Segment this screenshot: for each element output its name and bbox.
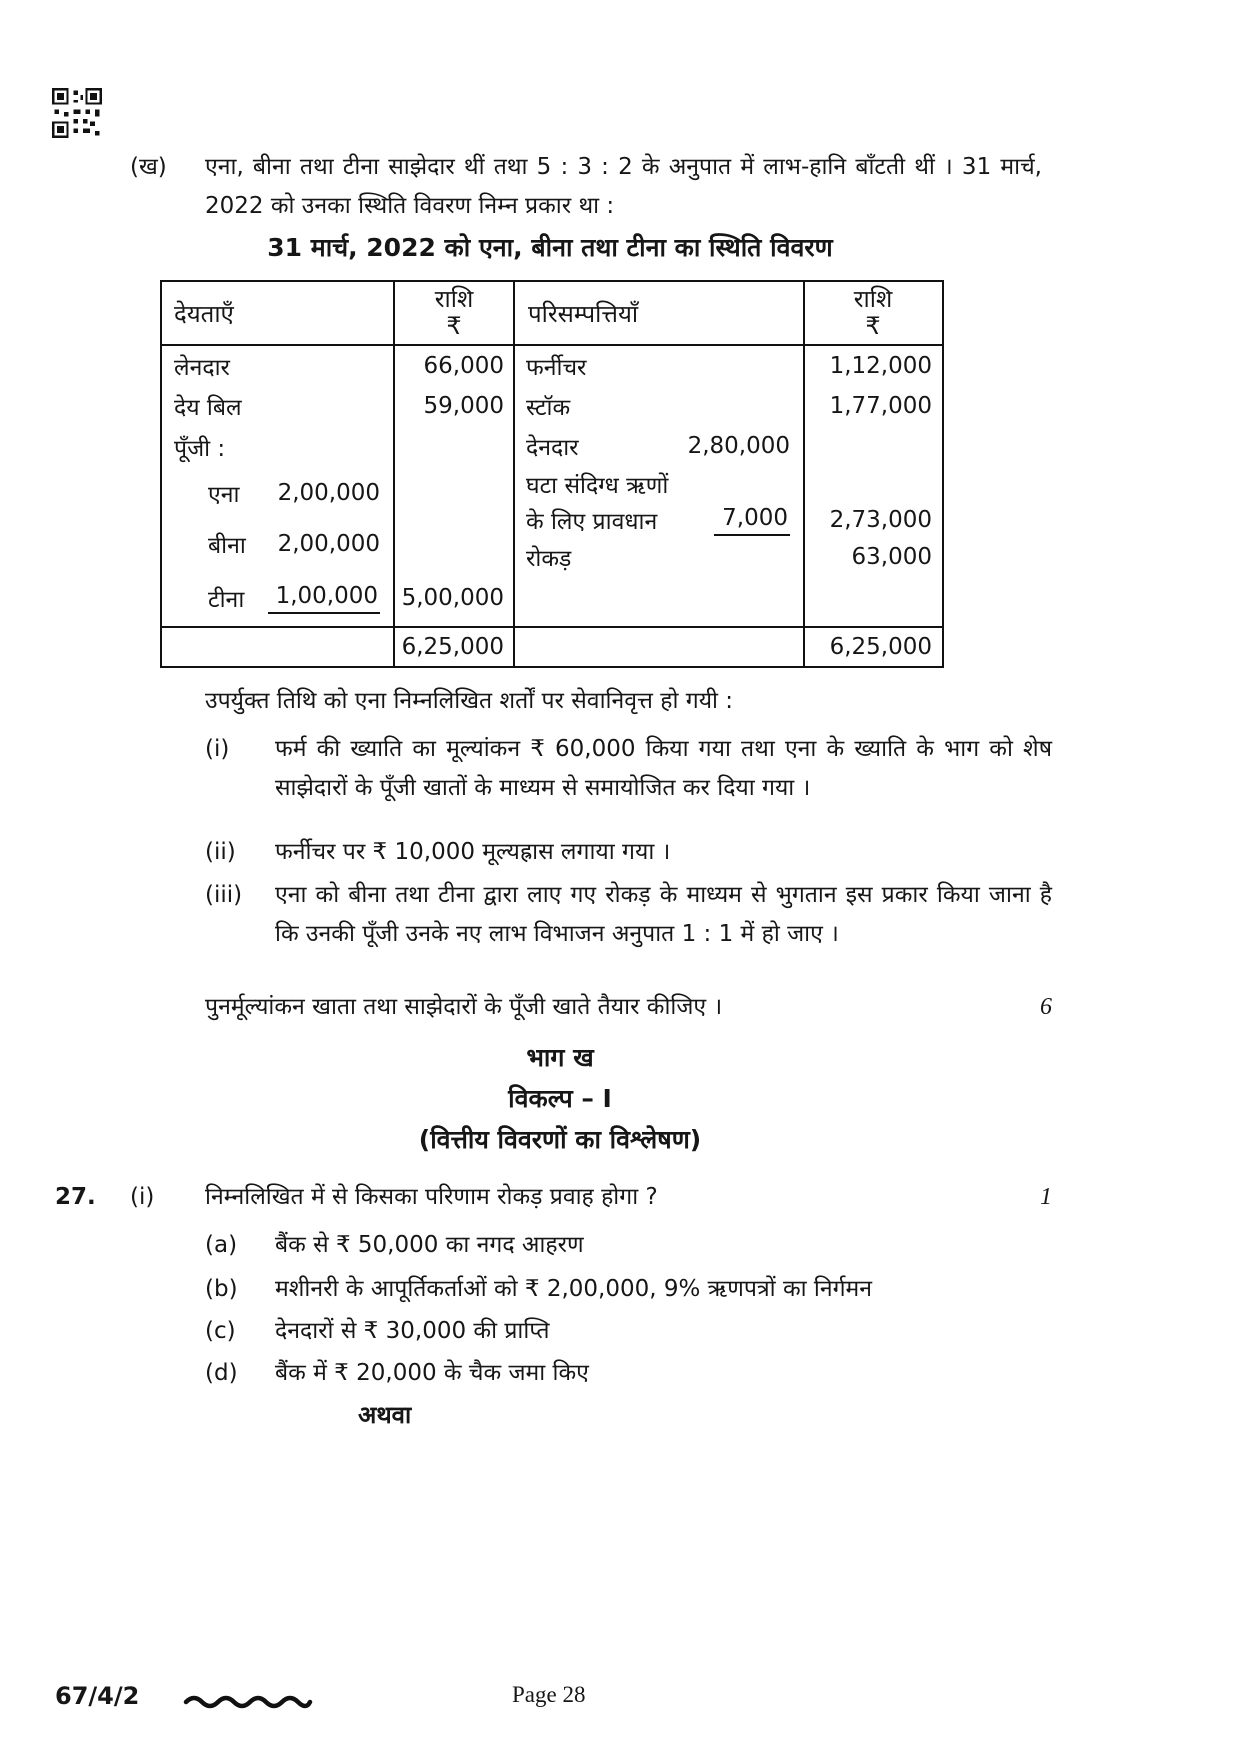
marks-value: 6	[1040, 994, 1052, 1020]
table-body	[162, 346, 942, 626]
balance-sheet-title: 31 मार्च, 2022 को एना, बीना तथा टीना का स्थिति विवरण	[267, 233, 833, 262]
asset-row	[514, 466, 942, 502]
total-assets: 6,25,000	[829, 634, 932, 660]
option-subheading: (वित्तीय विवरणों का विश्लेषण)	[418, 1125, 702, 1154]
column-divider	[393, 282, 395, 666]
asset-sub-amount: 7,000	[714, 505, 790, 536]
asset-amount: 2,73,000	[829, 507, 932, 533]
or-label: अथवा	[358, 1401, 412, 1429]
condition-item	[205, 876, 1052, 954]
liability-row	[162, 426, 514, 468]
question-27-row	[55, 1178, 1052, 1217]
option-item	[205, 1312, 1052, 1351]
instruction-row	[205, 988, 1052, 1027]
option-text: मशीनरी के आपूर्तिकर्ताओं को ₹ 2,00,000, 9% ऋणपत्रों का निर्गमन	[275, 1276, 873, 1302]
option-item	[205, 1270, 1052, 1309]
balance-sheet-table	[160, 280, 944, 668]
part-heading: भाग ख	[526, 1043, 594, 1072]
marks-value: 1	[1040, 1184, 1052, 1210]
assets-column	[514, 346, 942, 626]
asset-name: स्टॉक	[526, 395, 571, 421]
qr-code-icon	[52, 88, 102, 138]
option-label: (c)	[205, 1318, 236, 1344]
liability-row	[162, 518, 514, 570]
rupee-symbol: ₹	[446, 312, 462, 340]
question-text: निम्नलिखित में से किसका परिणाम रोकड़ प्रवाह होगा ?	[205, 1184, 658, 1210]
asset-name: रोकड़	[526, 546, 572, 572]
condition-item	[205, 730, 1052, 808]
liability-name: पूँजी :	[174, 436, 226, 462]
capital-sub-amount: 2,00,000	[277, 480, 380, 506]
asset-row	[514, 538, 942, 576]
column-divider	[513, 282, 515, 666]
asset-sub-amount: 2,80,000	[687, 433, 790, 459]
option-text: बैंक में ₹ 20,000 के चैक जमा किए	[275, 1360, 589, 1386]
asset-name: फर्नीचर	[526, 355, 587, 381]
condition-item	[205, 833, 1052, 872]
column-divider	[803, 282, 805, 666]
rupee-symbol: ₹	[865, 312, 881, 340]
asset-name: के लिए प्रावधान	[526, 509, 658, 535]
partner-name: एना	[208, 482, 240, 508]
question-number: 27.	[55, 1184, 96, 1210]
condition-label: (iii)	[205, 882, 243, 908]
retirement-intro: उपर्युक्त तिथि को एना निम्नलिखित शर्तों पर सेवानिवृत्त हो गयी :	[205, 688, 734, 714]
asset-row	[514, 502, 942, 538]
option-label: (a)	[205, 1232, 238, 1258]
asset-row	[514, 386, 942, 426]
liability-amount: 5,00,000	[401, 585, 504, 611]
condition-label: (ii)	[205, 839, 236, 865]
footer-code: 67/4/2	[55, 1682, 140, 1710]
condition-text: एना को बीना तथा टीना द्वारा लाए गए रोकड़ के माध्यम से भुगतान इस प्रकार किया जाना है कि उनकी पूँजी उनके नए लाभ विभाजन अनुपात 1 : 1 में हो जाए ।	[275, 882, 1052, 947]
col-header-liabilities: देयताएँ	[174, 299, 234, 328]
amount-header-label: राशि	[853, 285, 893, 313]
amount-header-label: राशि	[434, 285, 474, 313]
option-item	[205, 1226, 1052, 1265]
option-item	[205, 1354, 1052, 1393]
asset-row	[514, 426, 942, 466]
col-header-amount-assets	[804, 282, 942, 344]
question-subpart-label: (i)	[130, 1184, 155, 1210]
totals-row	[162, 626, 942, 666]
asset-amount: 63,000	[851, 544, 932, 570]
question-part-label: (ख)	[130, 154, 167, 180]
partner-name: बीना	[208, 533, 246, 559]
instruction-text: पुनर्मूल्यांकन खाता तथा साझेदारों के पूँजी खाते तैयार कीजिए ।	[205, 994, 723, 1020]
condition-label: (i)	[205, 736, 230, 762]
question-part-kha	[130, 148, 1042, 226]
liabilities-column	[162, 346, 514, 626]
option-heading: विकल्प – I	[508, 1084, 612, 1113]
asset-row	[514, 346, 942, 386]
liability-name: लेनदार	[174, 355, 230, 381]
asset-amount: 1,12,000	[829, 353, 932, 379]
option-label: (b)	[205, 1276, 238, 1302]
capital-sub-amount: 2,00,000	[277, 531, 380, 557]
squiggle-decoration	[182, 1692, 314, 1714]
table-header-row	[162, 282, 942, 346]
asset-amount: 1,77,000	[829, 393, 932, 419]
col-header-assets: परिसम्पत्तियाँ	[528, 299, 639, 328]
condition-text: फर्म की ख्याति का मूल्यांकन ₹ 60,000 किया गया तथा एना के ख्याति के भाग को शेष साझेदारों के पूँजी खातों के माध्यम से समायोजित कर दिया गया ।	[275, 736, 1052, 801]
liability-amount: 59,000	[423, 393, 504, 419]
asset-name: घटा संदिग्ध ऋणों	[526, 473, 669, 499]
total-liabilities: 6,25,000	[401, 634, 504, 660]
condition-text: फर्नीचर पर ₹ 10,000 मूल्यह्रास लगाया गया ।	[275, 839, 671, 865]
partner-name: टीना	[208, 587, 245, 613]
option-text: देनदारों से ₹ 30,000 की प्राप्ति	[275, 1318, 550, 1344]
liability-row	[162, 570, 514, 626]
capital-sub-amount: 1,00,000	[268, 583, 380, 614]
option-label: (d)	[205, 1360, 238, 1386]
liability-row	[162, 468, 514, 518]
liability-name: देय बिल	[174, 395, 242, 421]
liability-row	[162, 386, 514, 426]
asset-name: देनदार	[526, 435, 579, 461]
page-number: Page 28	[512, 1682, 586, 1707]
question-part-text: एना, बीना तथा टीना साझेदार थीं तथा 5 : 3 : 2 के अनुपात में लाभ-हानि बाँटती थीं । 31 मार्च, 2022 को उनका स्थिति विवरण निम्न प्रकार था :	[205, 154, 1042, 219]
option-text: बैंक से ₹ 50,000 का नगद आहरण	[275, 1232, 584, 1258]
liability-amount: 66,000	[423, 353, 504, 379]
liability-row	[162, 346, 514, 386]
col-header-amount-liabilities	[394, 282, 514, 344]
